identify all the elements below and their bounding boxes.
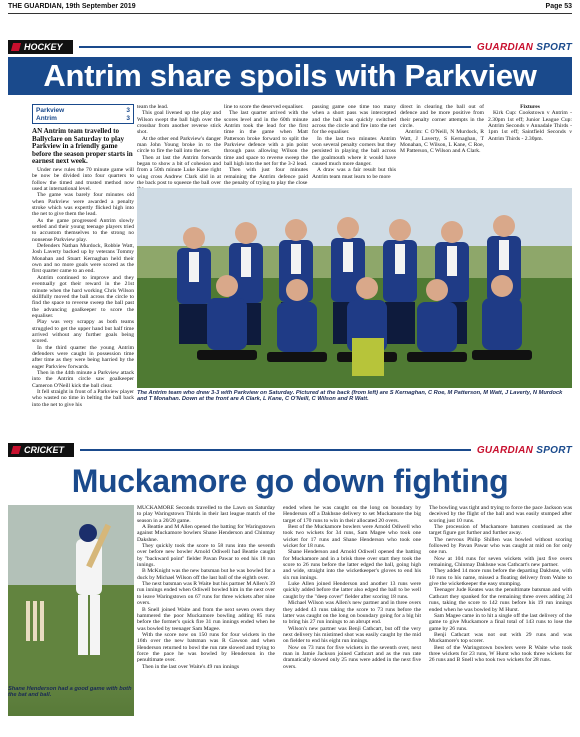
cricket-column-2: ended when he was caught on the long on boundary by Henderson off a Dakhsne delivery to set Muckamore the big target of 170 runs to win in their allocated 20 overs. Best of the Muckamore bowlers were Arnold Odiwell who took two wickets for 34 runs, Sam Magee who took one wicket for 17 runs and Shane Henderson who took one wicket for 18 runs. Shane Henderson and Arnold Odiwell opened the batting for Muckamore and in a brisk three over start they took the score to 26 runs before the latter edged the ball, going high and wide, straight into the wicketkeeper's gloves to end his six run innings. Luke Allen joined Henderson and another 13 runs were quickly added before the latter also edged the ball to be well caught by the "deep cover" fielder after scoring 18 runs. Michael Wilson was Allen's new partner and in three overs they added 43 runs taking the score to 73 runs before the latter was caught on the long on boundary going for a big hit to bring his 27 run innings to an abrupt end. Wilson's new partner was Benji Cathcart, but off the very next delivery his mistimed shot was easily caught by the mid on fielder to end his eight run innings. Now on 73 runs for five wickets in the seventh over, next man in Jamie Jackson joined Cathcart and as the run rate dramatically slowed only 25 runs were added in the next five overs. [283, 505, 421, 670]
page-number: Page 53 [545, 3, 572, 10]
hockey-section-bar [8, 40, 572, 54]
hockey-column-3: line to score the deserved equaliser. The last quarter arrived with the scores level and in the 60th minute Antrim took the lead for the first time in the game when Matt Patterson broke forward to split the Parkview defence with a pin point through pass allowing Wilson the time and space to reverse sweep the ball high into the net for the 3-2 lead. Then with just four minutes remaining the Antrim defence paid the penalty of trying to play the close [224, 104, 308, 187]
guardian-sport-logo: GUARDIAN SPORT [476, 444, 572, 456]
guardian-sport-logo: GUARDIAN SPORT [476, 41, 572, 53]
score-row: Antrim 3 [36, 115, 130, 122]
section-divider [79, 46, 471, 48]
cricket-section-bar [8, 443, 572, 457]
paper-date: THE GUARDIAN, 19th September 2019 [8, 3, 136, 10]
cricket-column-3: The bowling was tight and trying to force the pace Jackson was deceived by the flight of the ball and was easily stumped after scoring just 10 runs. The procession of Muckamore batsmen continued as the target figure got further and further away. The nervous Philip Shillen was bowled without scoring followed by Pavan Pawar who was caught at mid on for only one run. Now at 104 runs for seven wickets with just five overs remaining, Chinmay Dakhsne was Cathcart's new partner. They added 14 more runs before the departing Dakhsne, with 10 runs to his name, missed a floating delivery from Waite to give the wicketkeeper the easy stumping. Teenager Jude Keates was the penultimate batsman and with Cathcart they spanked for the remaining three overs adding 24 runs, taking the score to 142 runs before his 19 run innings ended when he was bowled by M Hurst. Sam Magee came in to hit a single off the last delivery of the game to give Muckamore a final total of 143 runs to lose the game by 26 runs. Benji Cathcart was not out with 29 runs and was Muckamore's top scorer. Best of the Waringstown bowlers were R Waite who took three wickets for 23 runs, W Hurst who took three wickets for 26 runs and B Snell who took two wickets for 28 runs. [429, 505, 572, 664]
hockey-column-4: passing game one time too many when a short pass was intercepted and the ball was quickly switched across the circle and fire into the net for the equaliser. In the last two minutes Antrim won several penalty corners but they persisted in playing the ball across the goalmouth where it would have caused much more danger. A draw was a fair result but this Antrim team must learn to be more [312, 104, 396, 180]
hockey-column-1: AN Antrim team travelled to Ballyclare on Saturday to play Parkview in a friendly game before the season proper starts in earnest next week. Under new rules the 70 minute game will be now be divided into four quarters to follow the timed and trusted method now used at international level. The game was barely four minutes old when Parkview were awarded a penalty stroke which was expertly flicked high into the net to give them the lead. As the game progressed Antrim slowly settled and their young teenage players tried to accustom themselves to the strong no nonsense Parkview play. Defenders Nathan Murdock, Robbie Watt, Josh Laverty backed up by veterans Tommy Monahan and Stuart Kernaghan held their own and no more goals were scored as the first quarter came to an end. Antrim continued to improve and they eventually got their reward in the 21st minute when the hard working Chris Wilson skillfully moved the ball across the circle to find the space to reverse sweep the ball past the advancing goalkeeper to score the equaliser. Play was very scrappy as both teams struggled to get the upper hand but half time arrived without any further goals being scored. In the third quarter the young Antrim defenders were caught in possession time after time as they were being harried by the eager Parkview forwards. Then in the 44th minute a Parkview attack into the Antrim circle saw goalkeeper Cameron O'Neill kick the ball clear. It fell straight in front of a Parkview player who wasted no time in belting the ball back into the net to give his [32, 127, 134, 408]
hockey-column-6: Fixtures Kirk Cup: Cookstown v Antrim - 2.30pm 1st eff; Junior League Cup: Antrim Seconds v Annadale Thirds - 1pm 1st eff; Saintfield Seconds v Antrim Thirds - 2.30pm. [488, 104, 572, 142]
team-photo [137, 188, 572, 388]
hockey-section-label: HOCKEY [8, 40, 73, 54]
team-photo-caption: The Antrim team who drew 3-3 with Parkview on Saturday. Pictured at the back (from left) are S Kernaghan, C Roe, M Patterson, M Watt, J Laverty, N Murdock and T Monahan. Down at the front are A Clark, L Kane, C O'Neill, C Wilson and R Watt. [137, 390, 563, 403]
hockey-headline: Antrim share spoils with Parkview [8, 57, 572, 95]
cricket-section-label: CRICKET [8, 443, 74, 457]
cricket-headline: Muckamore go down fighting [71, 463, 509, 499]
team-photo-illustration [137, 188, 572, 388]
page-header [8, 3, 572, 14]
batsman-photo-illustration [8, 505, 134, 683]
section-divider [80, 449, 471, 451]
batsman-photo-caption: Shane Henderson had a good game with both the bat and ball. [8, 686, 132, 699]
score-box [32, 104, 134, 124]
article-lead: AN Antrim team travelled to Ballyclare on Saturday to play Parkview in a friendly game before the season proper starts in earnest next week. [32, 127, 133, 166]
batsman-photo [8, 505, 134, 716]
score-row: Parkview 3 [36, 107, 130, 114]
hockey-column-2: team the lead. This goal livened up the play and Wilson swept the ball high over the crossbar from another reverse stick shot. At the other end Parkview's danger man John Young broke in to the circle to fire the ball into the net. Then at last the Antrim forwards began to show a bit of cohesion and from a 50th minute Luke Kane right wing cross Andrew Clark slid in at the back post to squeeze the ball over [137, 104, 221, 187]
fixtures-heading: Fixtures [520, 104, 540, 110]
cricket-column-1: MUCKAMORE Seconds travelled to the Lawn on Saturday to play Waringstown Thirds in their last league match of the season in a 20/20 game. A Beattie and M Allen opened the batting for Waringstown against Muckamore bowlers Shane Henderson and Chinmay Dakshne. They quickly took the score to 58 runs into the seventh over before new bowler Arnold Odiwell had Beattie caught by "backward point" fielder Pavan Pawar to end his 18 run innings. B McKnight was the new batsman but he was bowled for a duck by Michael Wilson off the last ball of the eighth over. The next batsman was R Waite but his partner M Allen's 39 run innings ended when Odiwell bowled him in the next over to leave Waringstown on 67 runs for three wickets after nine overs. B Snell joined Waite and from the next seven overs they hammered the poor Muckamore bowling adding 85 runs before the former's quick fire 31 run innings ended when he was bowled by teenager Sam Magee. With the score now on 150 runs for four wickets in the 16th over the new batsman was R Gawson and when Henderson returned to bowl the run rate slowed and trying to force the pace he was bowled by Henderson in the penultimate over. Then in the last over Waite's 49 run innings [137, 505, 275, 670]
hockey-column-5: direct in clearing the ball out of defence and be more positive from their penalty corner attempts in the circle. Antrim: C O'Neill, N Murdock, R Watt, J Laverty, S Kernaghan, T Monahan, C Wilson, L Kane, C Roe, M Patterson, C Wilson and A Clark. [400, 104, 484, 155]
